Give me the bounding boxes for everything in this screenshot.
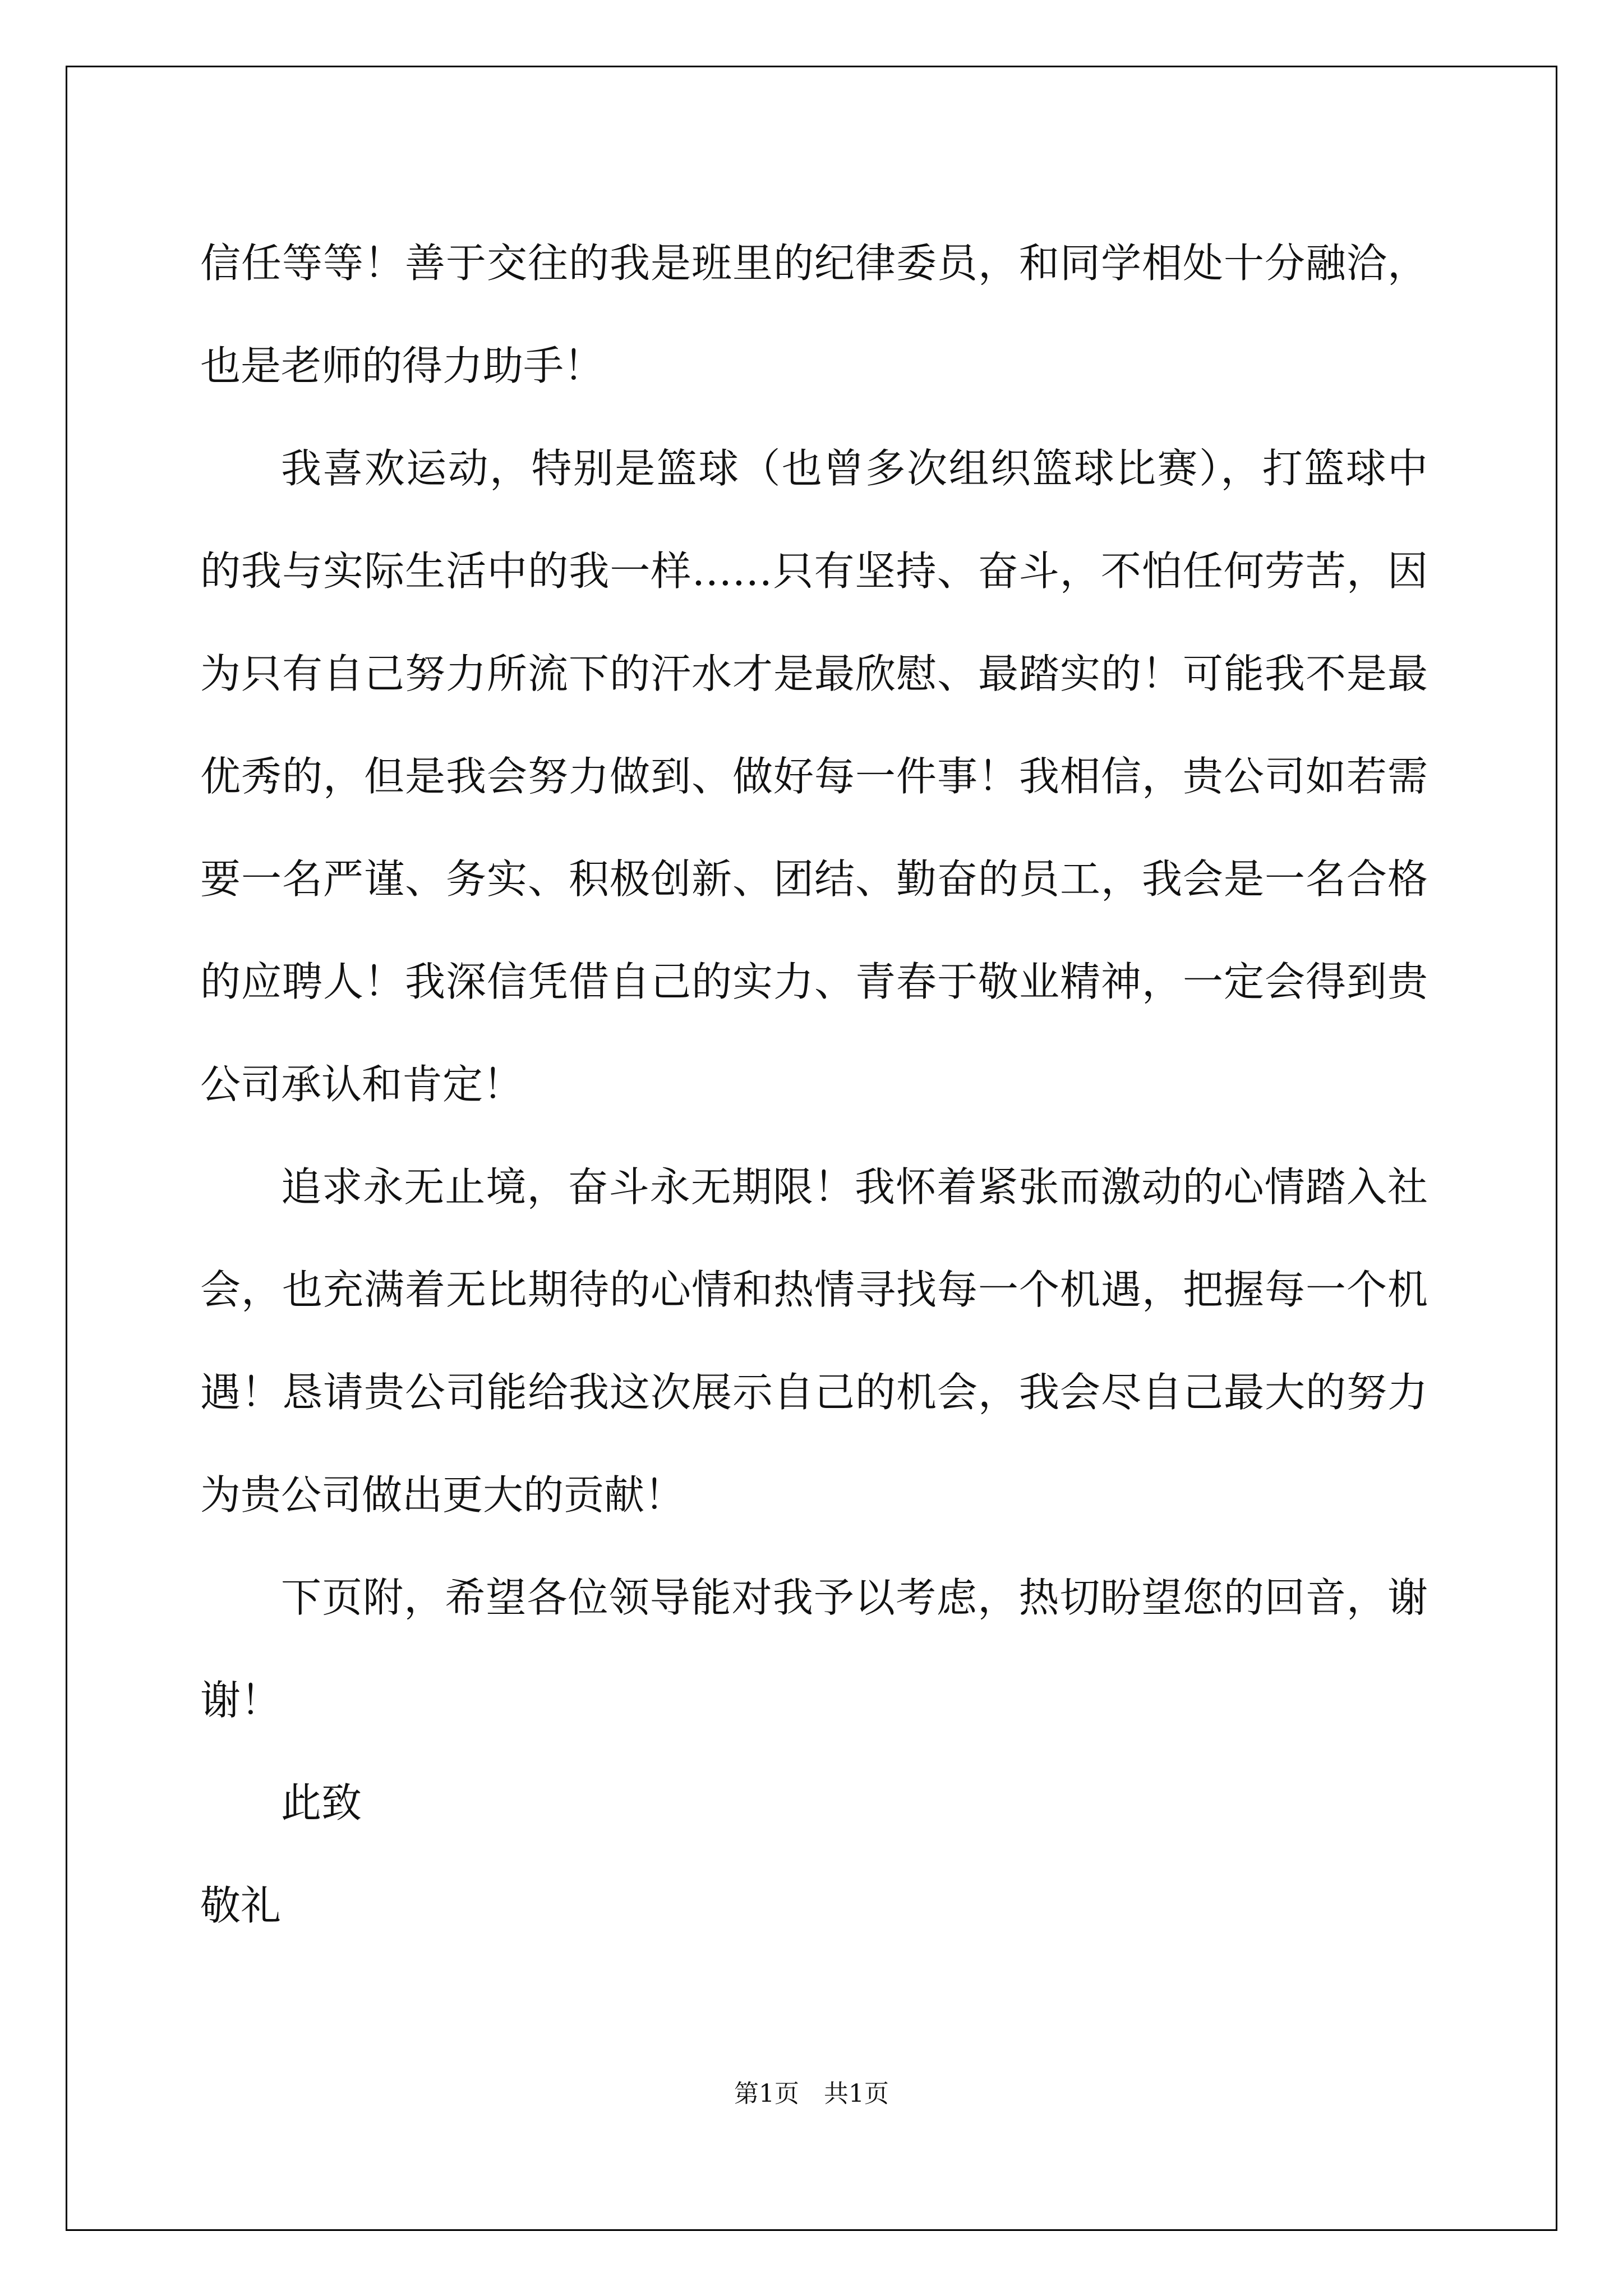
paragraph-4: 下页附，希望各位领导能对我予以考虑，热切盼望您的回音，谢谢！ (200, 1574, 1428, 1724)
page-number-footer: 第1页 共1页 (734, 2079, 889, 2108)
salutation: 此致 (281, 1779, 362, 1826)
paragraph-3: 追求永无止境，奋斗永无期限！我怀着紧张而激动的心情踏入社会，也充满着无比期待的心情和热情寻找每一个机遇，把握每一个机遇！恳请贵公司能给我这次展示自己的机会，我会尽自己最大的努力为贵公司做出更大的贡献！ (200, 1163, 1428, 1519)
letter-body (200, 212, 1428, 1957)
paragraph-2: 我喜欢运动，特别是篮球（也曾多次组织篮球比赛），打篮球中的我与实际生活中的我一样……只有坚持、奋斗，不怕任何劳苦，因为只有自己努力所流下的汗水才是最欣慰、最踏实的！可能我不是最优秀的，但是我会努力做到、做好每一件事！我相信，贵公司如若需要一名严谨、务实、积极创新、团结、勤奋的员工，我会是一名合格的应聘人！我深信凭借自己的实力、青春于敬业精神，一定会得到贵公司承认和肯定！ (200, 445, 1428, 1108)
paragraph-1: 信任等等！善于交往的我是班里的纪律委员，和同学相处十分融洽，也是老师的得力助手！ (200, 240, 1428, 389)
closing: 敬礼 (200, 1882, 282, 1929)
